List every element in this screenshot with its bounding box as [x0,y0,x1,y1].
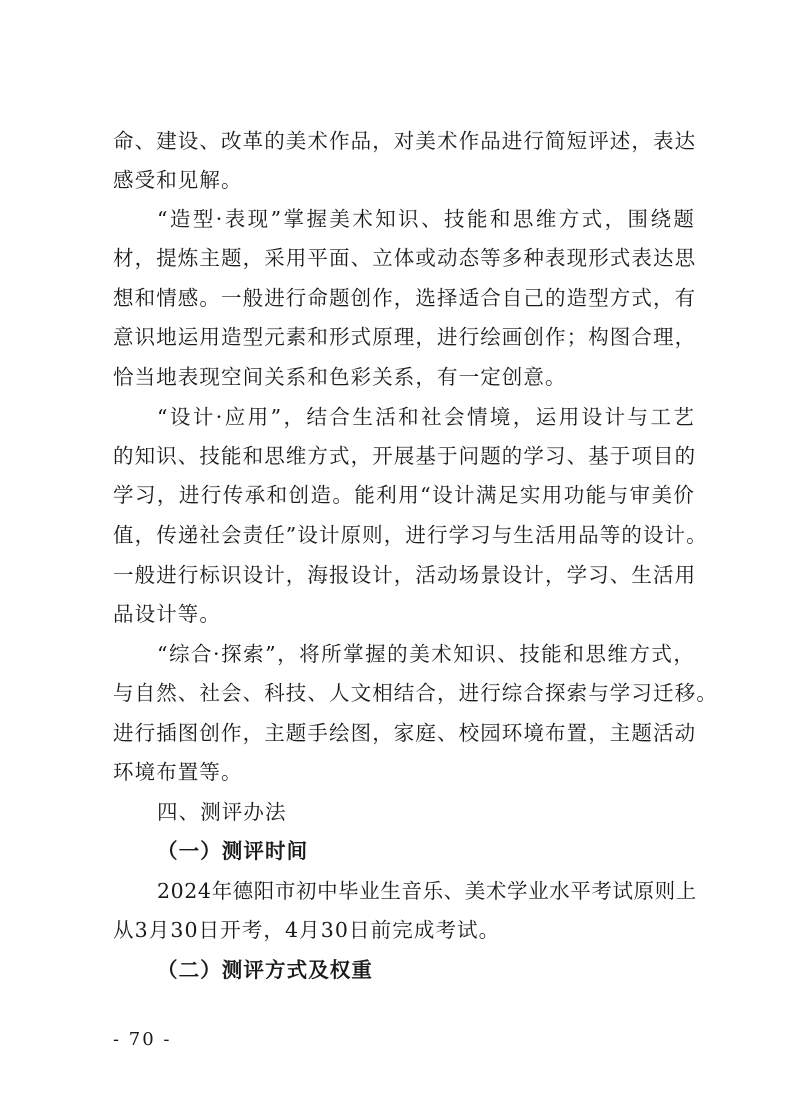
subheading-method: （二）测评方式及权重 [157,958,373,982]
paragraph-line: 品设计等。 [113,602,221,626]
paragraph-line: “设计·应用”，结合生活和社会情境，运用设计与工艺 [157,405,695,429]
paragraph-line: 值，传递社会责任”设计原则，进行学习与生活用品等的设计。 [113,523,708,547]
paragraph-line: 与自然、社会、科技、人文相结合，进行综合探索与学习迁移。 [113,681,718,705]
paragraph-line: 学习，进行传承和创造。能利用“设计满足实用功能与审美价 [113,483,695,507]
paragraph-line: 恰当地表现空间关系和色彩关系，有一定创意。 [113,365,567,389]
subheading-time: （一）测评时间 [157,839,309,863]
paragraph-line: 想和情感。一般进行命题创作，选择适合自己的造型方式，有 [113,286,697,310]
paragraph-line: 进行插图创作，主题手绘图，家庭、校园环境布置，主题活动 [113,721,697,745]
paragraph-line: 感受和见解。 [113,168,243,192]
paragraph-line: 的知识、技能和思维方式，开展基于问题的学习、基于项目的 [113,444,697,468]
paragraph-line: 2024年德阳市初中毕业生音乐、美术学业水平考试原则上 [157,879,697,903]
paragraph-line: 命、建设、改革的美术作品，对美术作品进行简短评述，表达 [113,129,697,153]
paragraph-line: 材，提炼主题，采用平面、立体或动态等多种表现形式表达思 [113,246,697,270]
paragraph-line: 一般进行标识设计，海报设计，活动场景设计，学习、生活用 [113,563,697,587]
paragraph-line: 从3月30日开考，4月30日前完成考试。 [113,918,501,942]
paragraph-line: “综合·探索”，将所掌握的美术知识、技能和思维方式， [157,642,695,666]
page-number: - 70 - [113,1029,172,1050]
paragraph-line: “造型·表现”掌握美术知识、技能和思维方式，围绕题 [157,207,695,231]
paragraph-line: 环境布置等。 [113,760,243,784]
paragraph-line: 意识地运用造型元素和形式原理，进行绘画创作；构图合理， [113,325,697,349]
section-heading: 四、测评办法 [157,800,287,824]
